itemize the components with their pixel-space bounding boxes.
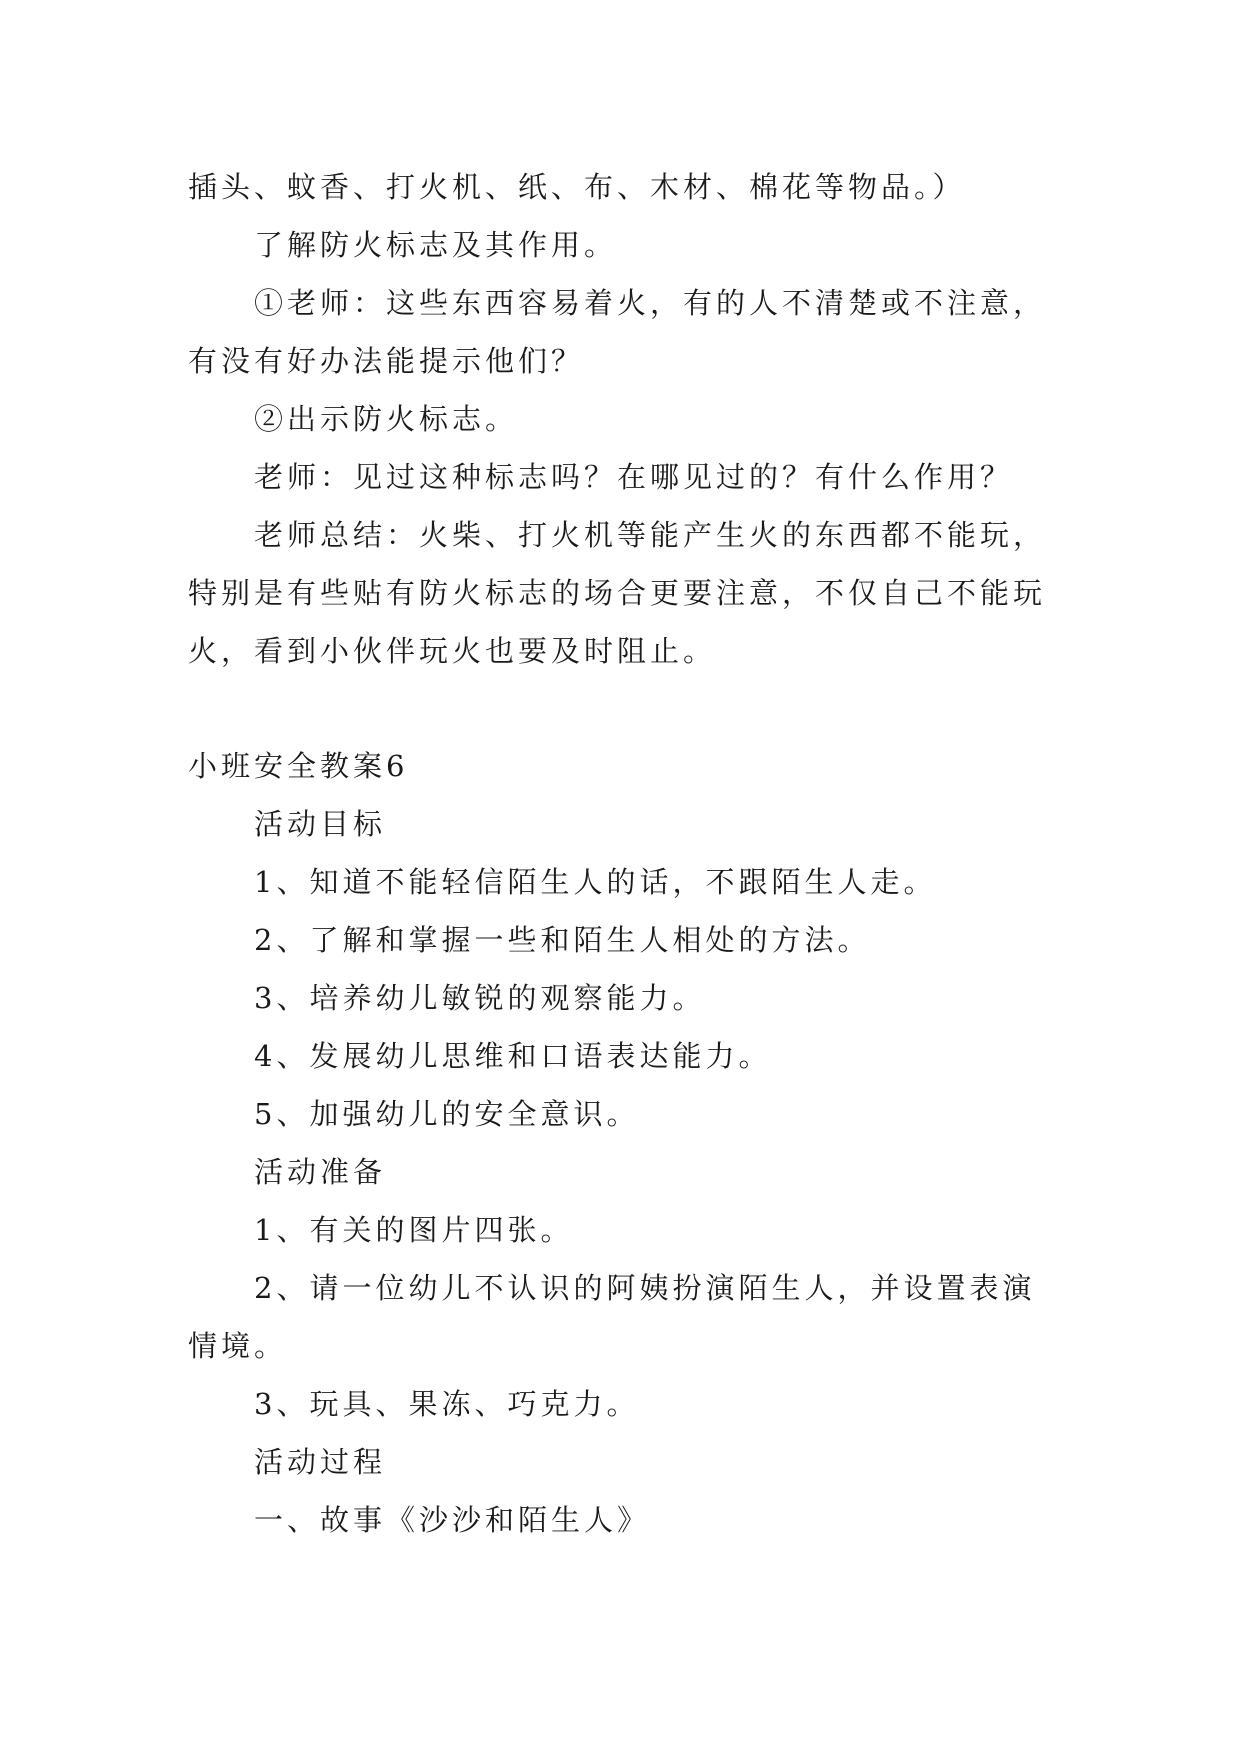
list-item: 1、有关的图片四张。 [254, 1213, 574, 1247]
list-item: 2、了解和掌握一些和陌生人相处的方法。 [254, 923, 871, 957]
text-line: 老师总结：火柴、打火机等能产生火的东西都不能玩， [254, 518, 1047, 552]
list-item: 2、请一位幼儿不认识的阿姨扮演陌生人，并设置表演 [254, 1271, 1036, 1305]
list-item: 3、培养幼儿敏锐的观察能力。 [254, 981, 706, 1015]
text-line: 插头、蚊香、打火机、纸、布、木材、棉花等物品。） [188, 170, 966, 204]
subheading: 活动过程 [254, 1445, 387, 1479]
list-item: 3、玩具、果冻、巧克力。 [254, 1387, 640, 1421]
list-item: 5、加强幼儿的安全意识。 [254, 1097, 640, 1131]
text-line: 情境。 [188, 1329, 288, 1363]
text-line: 了解防火标志及其作用。 [254, 228, 618, 262]
text-line: 火，看到小伙伴玩火也要及时阻止。 [188, 634, 717, 668]
section-title: 小班安全教案6 [188, 749, 409, 783]
text-line: 特别是有些贴有防火标志的场合更要注意，不仅自己不能玩 [188, 576, 1047, 610]
list-item: 一、故事《沙沙和陌生人》 [254, 1503, 651, 1537]
text-line: 老师：见过这种标志吗？在哪见过的？有什么作用？ [254, 460, 1014, 494]
text-line: ①老师：这些东西容易着火，有的人不清楚或不注意， [254, 286, 1047, 320]
text-line: 有没有好办法能提示他们？ [188, 344, 585, 378]
text-line: ②出示防火标志。 [254, 402, 519, 436]
list-item: 1、知道不能轻信陌生人的话，不跟陌生人走。 [254, 865, 937, 899]
subheading: 活动准备 [254, 1155, 387, 1189]
list-item: 4、发展幼儿思维和口语表达能力。 [254, 1039, 772, 1073]
subheading: 活动目标 [254, 807, 387, 841]
